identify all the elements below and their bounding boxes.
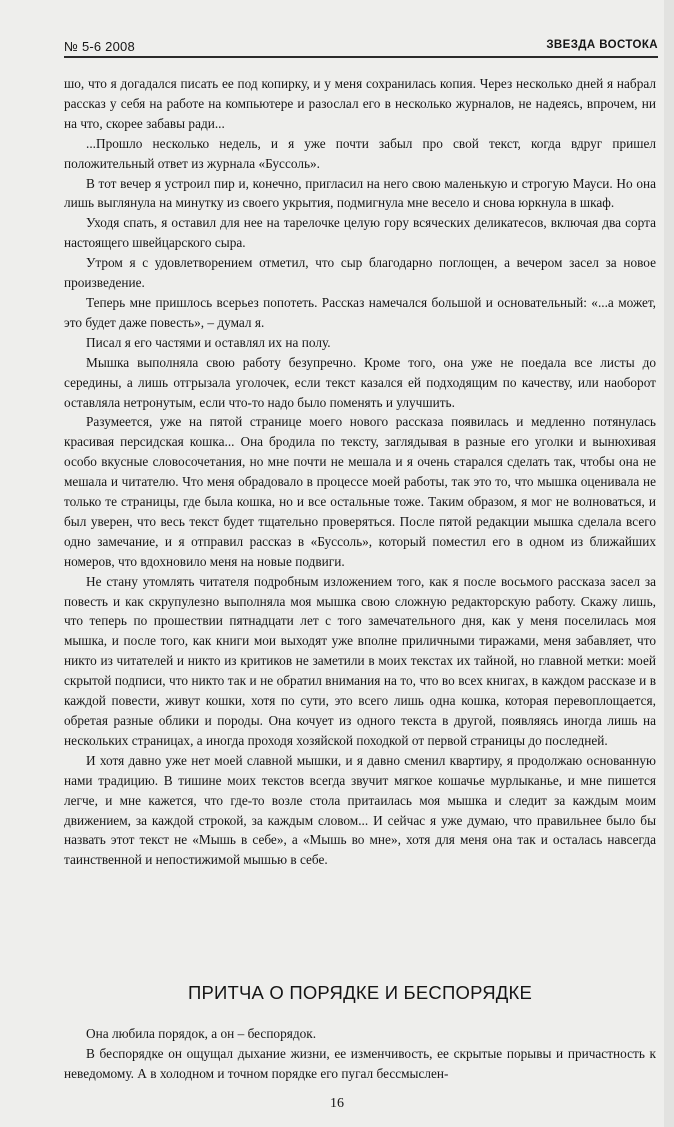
paragraph: ...Прошло несколько недель, и я уже почти забыл про свой текст, когда вдруг пришел положительный ответ из журнала «Буссоль».	[64, 135, 656, 171]
paragraph: шо, что я догадался писать ее под копирку, и у меня сохранилась копия. Через несколько дней я набрал рассказ у себя на работе на компьютере и разослал его в несколько журналов, не надеясь, впрочем, ни на что, скорее забавы ради...	[64, 76, 656, 131]
paragraph: В тот вечер я устроил пир и, конечно, пригласил на него свою маленькую и строгую Мауси. Но она лишь выглянула на минутку из своего укрытия, подмигнула мне весело и снова юркнула в шкаф.	[64, 175, 656, 211]
paragraph: Утром я с удовлетворением отметил, что сыр благодарно поглощен, а вечером засел за новое произведение.	[64, 255, 656, 291]
paragraph: Разумеется, уже на пятой странице моего нового рассказа появилась и медленно потянулась красивая персидская кошка... Она бродила по тексту, заглядывая в разные его уголки и вынюхивая особо вкусные словосочетания, но мне почти не мешала и я очень старался сделать так, чтобы она не мешала и читателю. Что меня обрадовало в процессе моей работы, так это то, что мышка оценивала не только те страницы, где была кошка, но и все остальные тоже. Таким образом, я мог не волноваться, и был уверен, что весь текст будет тщательно проверяться. После пятой редакции мышка сделала всего одно замечание, и я отправил рассказ в «Буссоль», который поместил его в одном из ближайших номеров, что вдохновило меня на новые подвиги.	[64, 414, 656, 569]
paragraph: В беспорядке он ощущал дыхание жизни, ее изменчивость, ее скрытые порывы и причастность к неведомому. А в холодном и точном порядке его пугал бессмыслен-	[64, 1045, 656, 1081]
paragraph: И хотя давно уже нет моей славной мышки, и я давно сменил квартиру, я продолжаю основанную нами традицию. В тишине моих текстов всегда звучит мягкое кошачье мурлыканье, и мне пишется легче, и мне кажется, что где-то возле стола притаилась моя мышка и следит за каждым моим движением, за каждой строкой, за каждым словом... И сейчас я уже думаю, что правильнее было бы назвать этот текст не «Мышь в себе», а «Мышь во мне», хотя для меня она так и осталась навсегда таинственной и непостижимой мышью в себе.	[64, 752, 656, 868]
paragraph: Уходя спать, я оставил для нее на тарелочке целую гору всяческих деликатесов, включая два сорта настоящего швейцарского сыра.	[64, 215, 656, 251]
page-edge-shadow	[664, 0, 674, 1127]
page-number: 16	[330, 1096, 344, 1111]
issue-number: № 5-6 2008	[64, 39, 135, 54]
paragraph: Писал я его частями и оставлял их на полу.	[86, 334, 331, 350]
paragraph: Мышка выполняла свою работу безупречно. Кроме того, она уже не поедала все листы до середины, а лишь отгрызала уголочек, если текст казался ей подходящим по качеству, или наоборот оставляла нетронутым, если что-то надо было поменять и улучшить.	[64, 354, 656, 410]
paragraph: Она любила порядок, а он – беспорядок.	[86, 1026, 317, 1041]
paragraph: Теперь мне пришлось всерьез попотеть. Рассказ намечался большой и основательный: «...а может, это будет даже повесть», – думал я.	[64, 294, 656, 330]
story-text-column	[64, 74, 656, 870]
parable-text-column	[64, 1024, 656, 1084]
running-header	[64, 36, 658, 58]
magazine-title: ЗВЕЗДА ВОСТОКА	[546, 39, 658, 51]
section-title: ПРИТЧА О ПОРЯДКЕ И БЕСПОРЯДКЕ	[187, 982, 533, 1003]
paragraph: Не стану утомлять читателя подробным изложением того, как я после восьмого рассказа засел за повесть и как скрупулезно выполняла моя мышка свою сложную редакторскую работу. Скажу лишь, что теперь по прошествии пятнадцати лет с того замечательного дня, как у меня поселилась моя мышка, и после того, как книги мои выходят уже вполне приличными тиражами, меня забавляет, что никто из читателей и никто из критиков не заметили в моих текстах их тайной, но главной метки: моей скрытой подписи, что никто так и не обратил внимания на то, что во всех книгах, в каждом рассказе и в каждой повести, живут кошки, хотя по сути, это всего лишь одна кошка, которая перевоплощается, обретая разные облики и породы. Она кочует из одного текста в другой, появляясь иногда лишь на нескольких страницах, а иногда проходя хозяйской походкой от первой страницы до последней.	[64, 573, 656, 748]
